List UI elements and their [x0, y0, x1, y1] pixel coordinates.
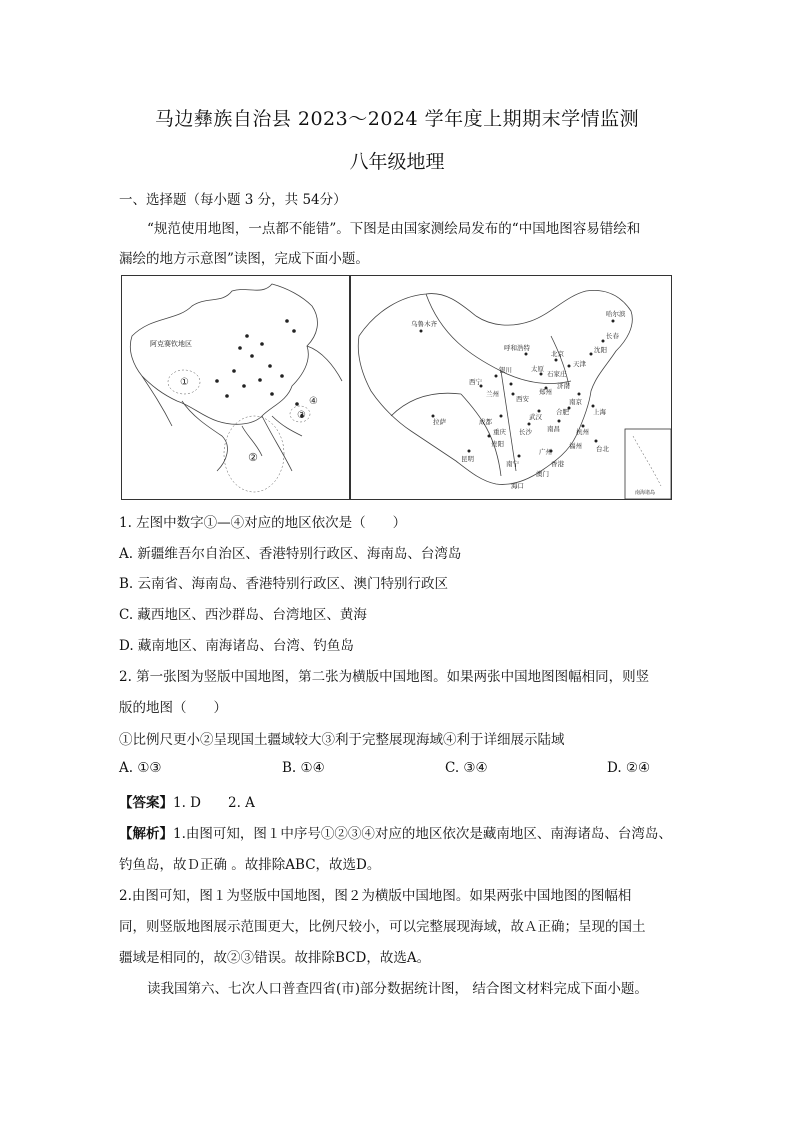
city-shenyang: 沈阳: [594, 346, 607, 354]
city-hefei: 合肥: [556, 408, 569, 416]
city-shanghai: 上海: [593, 408, 606, 416]
city-urumqi: 乌鲁木齐: [411, 320, 437, 328]
city-hohhot: 呼和浩特: [504, 344, 530, 352]
city-beijing: 北京: [551, 350, 564, 358]
q2-stem-line-1: 2. 第一张图为竖版中国地图，第二张为横版中国地图。如果两张中国地图图幅相同，则竖: [119, 669, 650, 685]
analysis-label: 【解析】: [119, 826, 173, 842]
q1-option-a: A. 新疆维吾尔自治区、香港特别行政区、海南岛、台湾岛: [119, 546, 462, 562]
city-yinchuan: 银川: [499, 366, 512, 374]
city-lanzhou: 兰州: [486, 390, 499, 398]
city-nanjing: 南京: [569, 398, 582, 406]
city-chongqing: 重庆: [493, 428, 506, 436]
answer-line: [119, 791, 255, 811]
city-guiyang: 贵阳: [491, 440, 504, 448]
q2-option-c: C. ③④: [445, 760, 488, 776]
analysis-line-4: 同，则竖版地图展示范围更大，比例尺较小，可以完整展现海域，故Ａ正确；呈现的国土: [119, 919, 646, 935]
city-hongkong: 香港: [551, 460, 564, 468]
city-zhengzhou: 郑州: [539, 388, 552, 396]
map-label-4: ④: [309, 396, 318, 407]
analysis-line-1: [119, 822, 672, 842]
q2-statements: ①比例尺更小②呈现国土疆域较大③利于完整展现海域④利于详细展示陆域: [119, 732, 565, 748]
city-xining: 西宁: [469, 378, 482, 386]
section-heading: 一、选择题（每小题 3 分，共 54分）: [119, 192, 347, 208]
city-taipei: 台北: [596, 445, 609, 453]
map-label-2: ②: [248, 451, 258, 464]
city-nanning: 南宁: [506, 460, 519, 468]
q1-option-d: D. 藏南地区、南海诸岛、台湾、钓鱼岛: [119, 638, 354, 654]
city-harbin: 哈尔滨: [606, 310, 626, 318]
city-jinan: 济南: [557, 382, 570, 390]
city-shijiazhuang: 石家庄: [547, 370, 567, 378]
q2-option-a: A. ①③: [119, 760, 162, 776]
city-nanchang: 南昌: [547, 425, 560, 433]
map-label-3: ③: [297, 410, 306, 421]
intro-line-2: 漏绘的地方示意图”读图，完成下面小题。: [119, 251, 369, 267]
answer-text: 1. D 2. A: [173, 795, 255, 811]
q2-stem-line-2: 版的地图（ ）: [119, 700, 227, 716]
city-wuhan: 武汉: [529, 413, 542, 421]
inset-label: 南海诸岛: [635, 490, 656, 496]
q2-option-d: D. ②④: [607, 760, 651, 776]
city-kunming: 昆明: [461, 455, 474, 463]
city-chengdu: 成都: [479, 418, 492, 426]
page-title: 马边彝族自治县 2023～2024 学年度上期期末学情监测: [154, 108, 640, 130]
city-tianjin: 天津: [573, 360, 586, 368]
vertical-china-map: [121, 275, 350, 500]
city-xian: 西安: [516, 395, 529, 403]
map-label-1: ①: [180, 377, 189, 388]
city-lhasa: 拉萨: [433, 418, 446, 426]
analysis-line-3: 2.由图可知，图１为竖版中国地图，图２为横版中国地图。如果两张中国地图的图幅相: [119, 888, 632, 904]
city-hangzhou: 杭州: [576, 428, 589, 436]
intro-line-1: “规范使用地图，一点都不能错”。下图是由国家测绘局发布的“中国地图容易错绘和: [147, 221, 641, 237]
page-subtitle: 八年级地理: [349, 151, 445, 173]
city-taiyuan: 太原: [531, 365, 544, 373]
q1-option-b: B. 云南省、海南岛、香港特别行政区、澳门特别行政区: [119, 576, 449, 592]
q1-stem: 1. 左图中数字①—④对应的地区依次是（ ）: [119, 515, 407, 531]
city-changchun: 长春: [606, 332, 619, 340]
city-fuzhou: 福州: [569, 442, 582, 450]
analysis-line-5: 疆域是相同的，故②③错误。故排除BCD，故选A。: [119, 950, 431, 966]
answer-label: 【答案】: [119, 795, 173, 811]
city-changsha: 长沙: [519, 428, 532, 436]
q2-option-b: B. ①④: [282, 760, 325, 776]
q1-option-c: C. 藏西地区、西沙群岛、台湾地区、黄海: [119, 607, 367, 623]
horizontal-china-map: [350, 275, 672, 500]
next-section-intro: 读我国第六、七次人口普查四省(市)部分数据统计图， 结合图文材料完成下面小题。: [147, 981, 648, 997]
analysis-line-2: 钓鱼岛，故Ｄ正确 。故排除ABC，故选D。: [119, 857, 381, 873]
vertical-map-graphic: [122, 276, 350, 500]
city-macau: 澳门: [536, 470, 549, 478]
city-guangzhou: 广州: [539, 448, 552, 456]
analysis-text-1: 1.由图可知，图１中序号①②③④对应的地区依次是藏南地区、南海诸岛、台湾岛、: [173, 826, 672, 842]
city-haikou: 海口: [511, 482, 524, 490]
map-label-region: 阿克赛钦地区: [150, 340, 192, 348]
map-figure: [121, 275, 672, 500]
horizontal-map-graphic: [351, 276, 672, 500]
